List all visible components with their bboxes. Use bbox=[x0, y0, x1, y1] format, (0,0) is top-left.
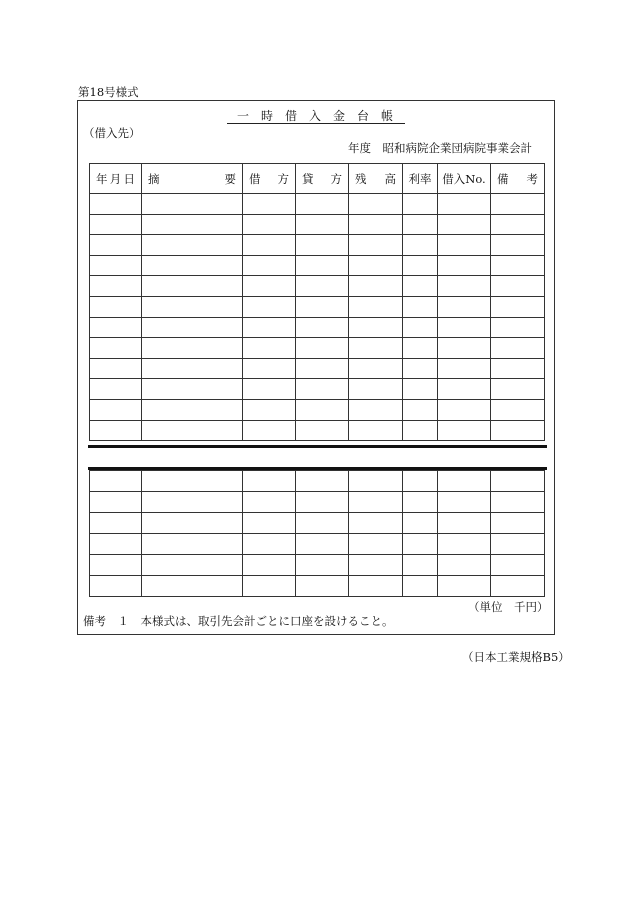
ledger-cell bbox=[438, 296, 491, 317]
ledger-cell bbox=[142, 492, 243, 513]
ledger-cell bbox=[296, 534, 349, 555]
ledger-cell bbox=[90, 399, 142, 420]
ledger-cell bbox=[243, 235, 296, 256]
ledger-cell bbox=[142, 338, 243, 359]
ledger-cell bbox=[142, 296, 243, 317]
ledger-cell bbox=[438, 317, 491, 338]
ledger-cell bbox=[349, 276, 403, 297]
ledger-cell bbox=[296, 492, 349, 513]
ledger-cell bbox=[142, 276, 243, 297]
ledger-row bbox=[90, 338, 545, 359]
ledger-cell bbox=[438, 214, 491, 235]
ledger-cell bbox=[296, 379, 349, 400]
ledger-cell bbox=[349, 492, 403, 513]
ledger-row bbox=[90, 576, 545, 597]
ledger-cell bbox=[438, 513, 491, 534]
ledger-cell bbox=[349, 379, 403, 400]
ledger-cell bbox=[90, 471, 142, 492]
ledger-row bbox=[90, 420, 545, 441]
ledger-cell bbox=[90, 296, 142, 317]
ledger-cell bbox=[491, 534, 545, 555]
ledger-cell bbox=[349, 513, 403, 534]
ledger-cell bbox=[438, 255, 491, 276]
ledger-cell bbox=[243, 296, 296, 317]
ledger-row bbox=[90, 358, 545, 379]
ledger-table-upper bbox=[89, 163, 545, 441]
ledger-cell bbox=[90, 214, 142, 235]
title-underline bbox=[227, 123, 405, 124]
date-month-label: 月 bbox=[109, 171, 122, 186]
ledger-cell bbox=[438, 420, 491, 441]
ledger-cell bbox=[438, 534, 491, 555]
ledger-cell bbox=[349, 358, 403, 379]
ledger-cell bbox=[142, 379, 243, 400]
ledger-cell bbox=[296, 235, 349, 256]
ledger-cell bbox=[491, 194, 545, 215]
ledger-cell bbox=[349, 576, 403, 597]
balance-label-1: 残 bbox=[355, 171, 367, 186]
ledger-cell bbox=[296, 255, 349, 276]
ledger-cell bbox=[403, 420, 438, 441]
ledger-cell bbox=[90, 194, 142, 215]
ledger-cell bbox=[438, 338, 491, 359]
paper-size-label: （日本工業規格B5） bbox=[462, 650, 570, 664]
ledger-row bbox=[90, 255, 545, 276]
ledger-cell bbox=[142, 214, 243, 235]
ledger-row bbox=[90, 317, 545, 338]
ledger-table-lower bbox=[89, 470, 545, 597]
ledger-cell bbox=[403, 492, 438, 513]
ledger-cell bbox=[403, 296, 438, 317]
ledger-cell bbox=[296, 399, 349, 420]
ledger-cell bbox=[90, 255, 142, 276]
ledger-cell bbox=[142, 194, 243, 215]
ledger-cell bbox=[296, 214, 349, 235]
ledger-row bbox=[90, 555, 545, 576]
ledger-cell bbox=[296, 420, 349, 441]
ledger-cell bbox=[142, 555, 243, 576]
ledger-cell bbox=[349, 534, 403, 555]
ledger-cell bbox=[491, 276, 545, 297]
ledger-cell bbox=[296, 358, 349, 379]
unit-label: （単位 千円） bbox=[468, 600, 549, 614]
ledger-cell bbox=[349, 555, 403, 576]
ledger-cell bbox=[243, 317, 296, 338]
ledger-cell bbox=[491, 317, 545, 338]
summary-label-1: 摘 bbox=[148, 171, 160, 186]
ledger-cell bbox=[142, 576, 243, 597]
ledger-cell bbox=[349, 255, 403, 276]
summary-label-2: 要 bbox=[224, 171, 236, 186]
ledger-cell bbox=[438, 471, 491, 492]
ledger-row bbox=[90, 296, 545, 317]
ledger-cell bbox=[403, 513, 438, 534]
ledger-row bbox=[90, 379, 545, 400]
ledger-row bbox=[90, 471, 545, 492]
credit-label-1: 貸 bbox=[302, 171, 314, 186]
ledger-cell bbox=[243, 255, 296, 276]
ledger-cell bbox=[90, 513, 142, 534]
ledger-cell bbox=[438, 379, 491, 400]
ledger-cell bbox=[296, 513, 349, 534]
ledger-cell bbox=[142, 235, 243, 256]
ledger-cell bbox=[403, 471, 438, 492]
ledger-cell bbox=[349, 296, 403, 317]
page-break-gap bbox=[88, 448, 547, 467]
debit-label-1: 借 bbox=[249, 171, 261, 186]
ledger-cell bbox=[438, 358, 491, 379]
ledger-cell bbox=[403, 338, 438, 359]
ledger-cell bbox=[491, 471, 545, 492]
ledger-cell bbox=[243, 358, 296, 379]
ledger-cell bbox=[296, 317, 349, 338]
ledger-row bbox=[90, 276, 545, 297]
ledger-cell bbox=[349, 235, 403, 256]
ledger-cell bbox=[349, 420, 403, 441]
ledger-cell bbox=[403, 194, 438, 215]
ledger-cell bbox=[403, 576, 438, 597]
ledger-cell bbox=[491, 296, 545, 317]
ledger-cell bbox=[243, 420, 296, 441]
col-loan-no: 借入No. bbox=[438, 164, 491, 194]
ledger-cell bbox=[90, 235, 142, 256]
ledger-cell bbox=[438, 399, 491, 420]
ledger-cell bbox=[142, 358, 243, 379]
date-day-label: 日 bbox=[123, 171, 135, 186]
ledger-cell bbox=[491, 513, 545, 534]
ledger-cell bbox=[403, 358, 438, 379]
fiscal-year-line: 年度 昭和病院企業団病院事業会計 bbox=[348, 141, 532, 155]
ledger-cell bbox=[90, 420, 142, 441]
ledger-cell bbox=[243, 534, 296, 555]
ledger-cell bbox=[243, 194, 296, 215]
ledger-cell bbox=[349, 214, 403, 235]
ledger-cell bbox=[243, 555, 296, 576]
form-number: 第18号様式 bbox=[78, 85, 139, 99]
ledger-cell bbox=[491, 399, 545, 420]
ledger-cell bbox=[90, 534, 142, 555]
lender-label: （借入先） bbox=[83, 126, 141, 140]
ledger-cell bbox=[296, 194, 349, 215]
ledger-cell bbox=[403, 276, 438, 297]
col-summary bbox=[142, 164, 243, 194]
ledger-row bbox=[90, 214, 545, 235]
ledger-cell bbox=[403, 555, 438, 576]
ledger-cell bbox=[491, 235, 545, 256]
ledger-cell bbox=[243, 399, 296, 420]
ledger-cell bbox=[142, 420, 243, 441]
ledger-cell bbox=[142, 255, 243, 276]
ledger-cell bbox=[243, 471, 296, 492]
ledger-cell bbox=[403, 255, 438, 276]
ledger-cell bbox=[243, 576, 296, 597]
ledger-cell bbox=[349, 338, 403, 359]
ledger-cell bbox=[349, 317, 403, 338]
ledger-cell bbox=[90, 379, 142, 400]
ledger-cell bbox=[438, 194, 491, 215]
remarks-label-2: 考 bbox=[526, 171, 538, 186]
ledger-cell bbox=[296, 555, 349, 576]
col-debit bbox=[243, 164, 296, 194]
ledger-cell bbox=[403, 214, 438, 235]
ledger-row bbox=[90, 534, 545, 555]
ledger-cell bbox=[90, 317, 142, 338]
ledger-cell bbox=[90, 576, 142, 597]
ledger-cell bbox=[243, 338, 296, 359]
ledger-cell bbox=[296, 296, 349, 317]
credit-label-2: 方 bbox=[330, 171, 342, 186]
ledger-row bbox=[90, 399, 545, 420]
ledger-cell bbox=[438, 555, 491, 576]
ledger-cell bbox=[243, 214, 296, 235]
ledger-cell bbox=[349, 471, 403, 492]
ledger-cell bbox=[142, 534, 243, 555]
ledger-cell bbox=[438, 235, 491, 256]
note-text: 備考 １ 本様式は、取引先会計ごとに口座を設けること。 bbox=[83, 614, 394, 628]
ledger-cell bbox=[90, 555, 142, 576]
ledger-cell bbox=[243, 276, 296, 297]
ledger-title: 一 時 借 入 金 台 帳 bbox=[236, 109, 393, 123]
ledger-cell bbox=[438, 276, 491, 297]
remarks-label-1: 備 bbox=[497, 171, 509, 186]
ledger-cell bbox=[142, 317, 243, 338]
ledger-cell bbox=[438, 492, 491, 513]
ledger-cell bbox=[296, 338, 349, 359]
ledger-cell bbox=[142, 399, 243, 420]
ledger-cell bbox=[491, 255, 545, 276]
ledger-cell bbox=[296, 576, 349, 597]
ledger-cell bbox=[438, 576, 491, 597]
ledger-cell bbox=[90, 358, 142, 379]
ledger-cell bbox=[403, 317, 438, 338]
header-row bbox=[90, 164, 545, 194]
col-date bbox=[90, 164, 142, 194]
debit-label-2: 方 bbox=[277, 171, 289, 186]
col-remarks bbox=[491, 164, 545, 194]
ledger-cell bbox=[403, 235, 438, 256]
ledger-row bbox=[90, 492, 545, 513]
ledger-cell bbox=[403, 379, 438, 400]
ledger-cell bbox=[243, 492, 296, 513]
ledger-cell bbox=[491, 555, 545, 576]
balance-label-2: 高 bbox=[384, 171, 396, 186]
ledger-cell bbox=[296, 471, 349, 492]
page-break-line-top bbox=[88, 445, 547, 448]
ledger-cell bbox=[491, 358, 545, 379]
col-rate: 利率 bbox=[403, 164, 438, 194]
ledger-cell bbox=[491, 379, 545, 400]
ledger-cell bbox=[90, 276, 142, 297]
ledger-cell bbox=[349, 194, 403, 215]
ledger-cell bbox=[491, 576, 545, 597]
ledger-cell bbox=[142, 471, 243, 492]
ledger-cell bbox=[349, 399, 403, 420]
ledger-row bbox=[90, 194, 545, 215]
ledger-cell bbox=[90, 492, 142, 513]
ledger-cell bbox=[491, 338, 545, 359]
ledger-cell bbox=[491, 214, 545, 235]
ledger-cell bbox=[243, 513, 296, 534]
col-balance bbox=[349, 164, 403, 194]
ledger-row bbox=[90, 235, 545, 256]
ledger-cell bbox=[491, 492, 545, 513]
ledger-cell bbox=[90, 338, 142, 359]
ledger-cell bbox=[296, 276, 349, 297]
ledger-cell bbox=[403, 534, 438, 555]
ledger-cell bbox=[142, 513, 243, 534]
ledger-cell bbox=[243, 379, 296, 400]
ledger-row bbox=[90, 513, 545, 534]
ledger-cell bbox=[403, 399, 438, 420]
ledger-cell bbox=[491, 420, 545, 441]
col-credit bbox=[296, 164, 349, 194]
date-year-label: 年 bbox=[96, 171, 108, 186]
